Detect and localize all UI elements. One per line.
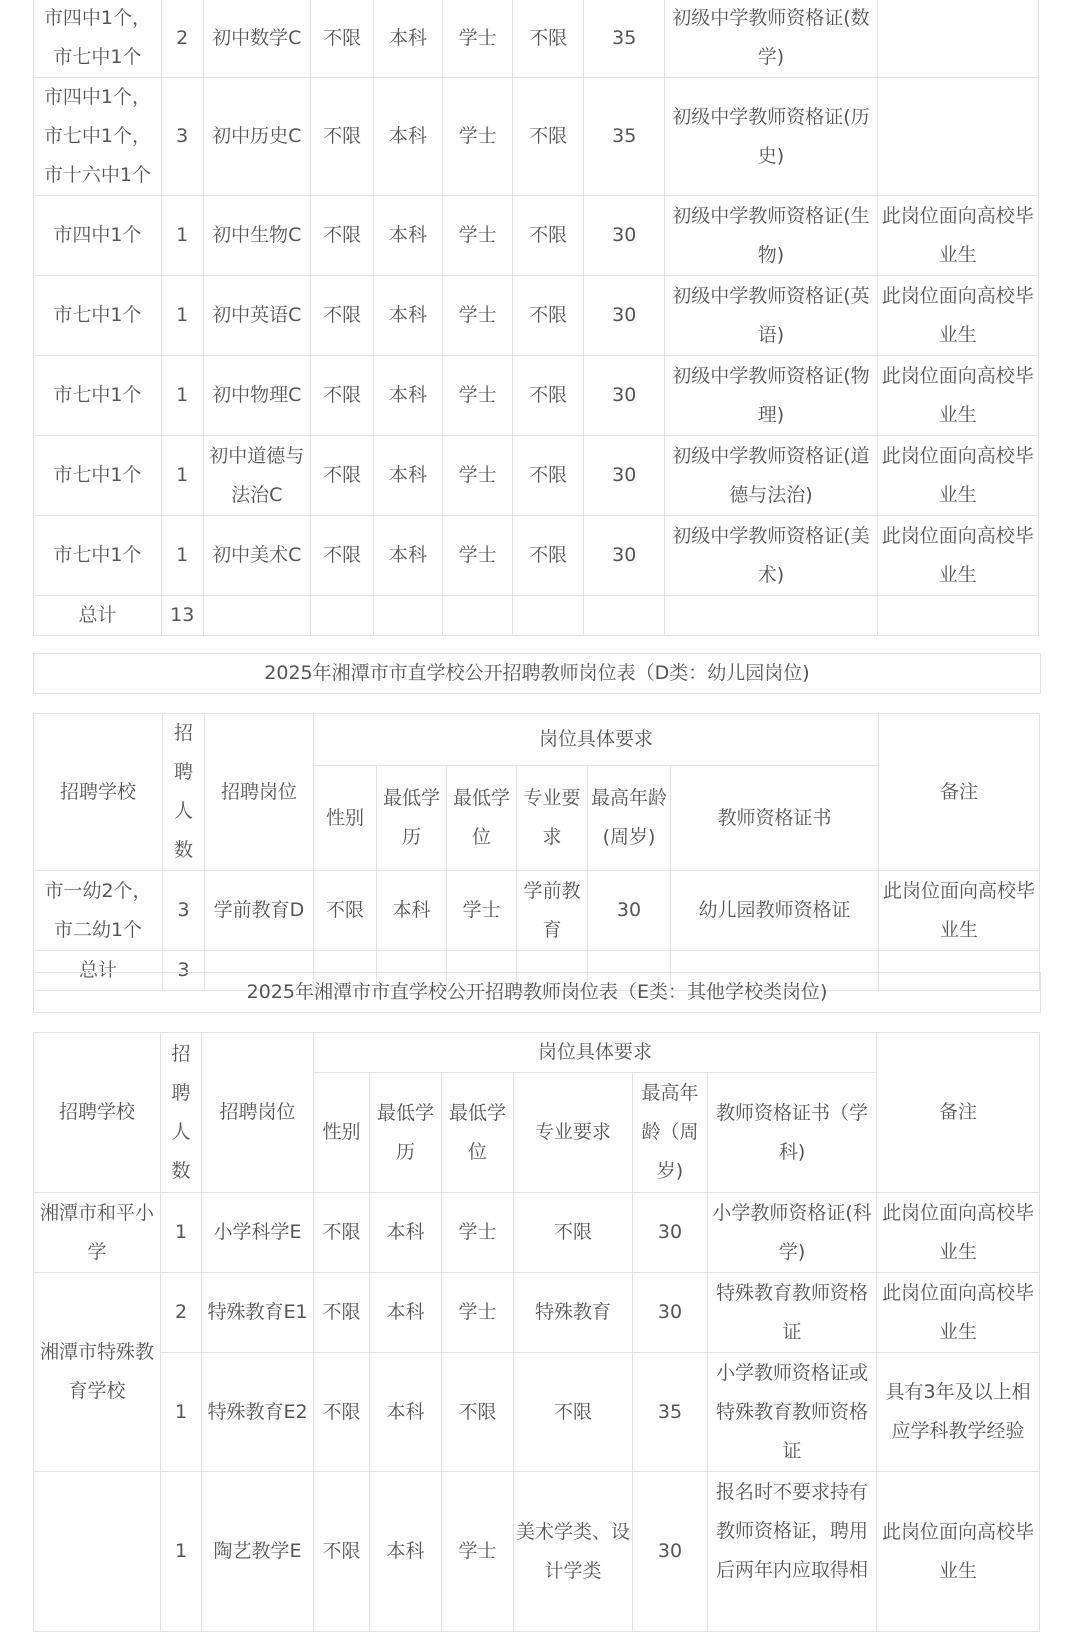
- header-count: 招聘人数: [161, 1033, 202, 1193]
- cell-count: 1: [161, 516, 203, 596]
- cell-post: 小学科学E: [202, 1193, 314, 1273]
- cell-count: 2: [161, 0, 203, 78]
- cell-post: 初中美术C: [203, 516, 311, 596]
- cell-cert: 初级中学教师资格证(历史): [665, 78, 877, 196]
- table-row: [34, 356, 1039, 436]
- table-row: [34, 196, 1039, 276]
- cell-major: 不限: [513, 436, 584, 516]
- cell-count: 1: [161, 1472, 202, 1632]
- cell-degree: 学士: [443, 0, 513, 78]
- cell-school: 市四中1个，市七中1个，市十六中1个: [34, 78, 162, 196]
- header-count: 招聘人数: [163, 714, 205, 871]
- cell-degree: 学士: [443, 516, 513, 596]
- cell-degree: 学士: [442, 1472, 514, 1632]
- cell-gender: 不限: [314, 871, 377, 951]
- cell-count: 3: [161, 78, 203, 196]
- cell-major: 不限: [514, 1193, 633, 1273]
- table-e: [33, 1032, 1040, 1632]
- cell-cert: 初级中学教师资格证(生物): [665, 196, 877, 276]
- cell-edu: 本科: [374, 276, 443, 356]
- header-row: [34, 1033, 1040, 1073]
- cell-degree: 学士: [443, 436, 513, 516]
- cell-note: 此岗位面向高校毕业生: [877, 1273, 1040, 1353]
- cell-age: 30: [584, 436, 665, 516]
- cell-degree: 不限: [442, 1353, 514, 1472]
- cell-note: 此岗位面向高校毕业生: [877, 276, 1039, 356]
- header-cert: 教师资格证书: [671, 766, 879, 871]
- cell-degree: 学士: [442, 1193, 514, 1273]
- total-row: [34, 596, 1039, 636]
- cell-age: 30: [584, 516, 665, 596]
- cell-major: 特殊教育: [514, 1273, 633, 1353]
- header-age: 最高年龄(周岁): [588, 766, 671, 871]
- header-row: [34, 714, 1040, 766]
- cell-cert: 初级中学教师资格证(物理): [665, 356, 877, 436]
- cell-count: 1: [161, 356, 203, 436]
- cell-count: 1: [161, 196, 203, 276]
- cell-age: 30: [584, 276, 665, 356]
- cell-age: 35: [584, 78, 665, 196]
- cell-major: 不限: [514, 1353, 633, 1472]
- cell-major: 不限: [513, 356, 584, 436]
- header-gender: 性别: [314, 766, 377, 871]
- table-e-section: [33, 1032, 1039, 1632]
- cell-school: [34, 1472, 161, 1632]
- cell-edu: 本科: [377, 871, 447, 951]
- header-cert: 教师资格证书（学科): [708, 1073, 877, 1193]
- header-major: 专业要求: [517, 766, 588, 871]
- cell-gender: 不限: [311, 516, 374, 596]
- cell-edu: 本科: [370, 1193, 442, 1273]
- cell-post: 初中物理C: [203, 356, 311, 436]
- cell-cert: 初级中学教师资格证(美术): [665, 516, 877, 596]
- cell-post: 初中道德与法治C: [203, 436, 311, 516]
- header-requirements: 岗位具体要求: [314, 714, 879, 766]
- header-requirements: 岗位具体要求: [314, 1033, 877, 1073]
- table-e-title: 2025年湘潭市市直学校公开招聘教师岗位表（E类：其他学校类岗位): [33, 972, 1041, 1013]
- cell-edu: 本科: [374, 78, 443, 196]
- cell-note: 此岗位面向高校毕业生: [879, 871, 1040, 951]
- header-post: 招聘岗位: [202, 1033, 314, 1193]
- cell-note: [877, 78, 1039, 196]
- cell-note: 此岗位面向高校毕业生: [877, 356, 1039, 436]
- cell-gender: 不限: [311, 276, 374, 356]
- cell-cert: 初级中学教师资格证(数学): [665, 0, 877, 78]
- cell-edu: 本科: [374, 196, 443, 276]
- cell-school: 市七中1个: [34, 356, 162, 436]
- cell-age: 30: [588, 871, 671, 951]
- cell-note: 此岗位面向高校毕业生: [877, 516, 1039, 596]
- cell-school: 湘潭市和平小学: [34, 1193, 161, 1273]
- cell-school: 市七中1个: [34, 276, 162, 356]
- cell-cert: 幼儿园教师资格证: [671, 871, 879, 951]
- cell-edu: 本科: [370, 1273, 442, 1353]
- cell-note: 此岗位面向高校毕业生: [877, 1193, 1040, 1273]
- cell-note: 此岗位面向高校毕业生: [877, 1472, 1040, 1632]
- cell-post: 特殊教育E1: [202, 1273, 314, 1353]
- total-value: 3: [163, 951, 205, 991]
- table-row: [34, 0, 1039, 78]
- cell-school: 湘潭市特殊教育学校: [34, 1273, 161, 1472]
- table-row: [34, 871, 1040, 951]
- table-row: [34, 516, 1039, 596]
- cell-gender: 不限: [311, 196, 374, 276]
- cell-count: 1: [161, 1353, 202, 1472]
- cell-note: 具有3年及以上相应学科教学经验: [877, 1353, 1040, 1472]
- cell-post: 陶艺教学E: [202, 1472, 314, 1632]
- table-row: [34, 436, 1039, 516]
- cell-edu: 本科: [370, 1472, 442, 1632]
- cell-cert: 小学教师资格证或特殊教育教师资格证: [708, 1353, 877, 1472]
- table-d-title: 2025年湘潭市市直学校公开招聘教师岗位表（D类：幼儿园岗位): [33, 653, 1041, 694]
- cell-major: 学前教育: [517, 871, 588, 951]
- cell-degree: 学士: [443, 276, 513, 356]
- cell-edu: 本科: [370, 1353, 442, 1472]
- cell-age: 30: [584, 196, 665, 276]
- cell-major: 美术学类、设计学类: [514, 1472, 633, 1632]
- header-age: 最高年龄（周岁): [633, 1073, 708, 1193]
- cell-post: 学前教育D: [205, 871, 314, 951]
- table-row: [34, 1193, 1040, 1273]
- cell-gender: 不限: [314, 1193, 370, 1273]
- table-d: [33, 713, 1040, 991]
- cell-age: 30: [584, 356, 665, 436]
- header-edu: 最低学历: [370, 1073, 442, 1193]
- cell-gender: 不限: [314, 1273, 370, 1353]
- cell-degree: 学士: [443, 196, 513, 276]
- cell-gender: 不限: [311, 436, 374, 516]
- cell-post: 初中数学C: [203, 0, 311, 78]
- header-degree: 最低学位: [442, 1073, 514, 1193]
- cell-count: 1: [161, 1193, 202, 1273]
- header-edu: 最低学历: [377, 766, 447, 871]
- table-c-section: [33, 0, 1039, 636]
- cell-gender: 不限: [314, 1472, 370, 1632]
- table-row: [34, 276, 1039, 356]
- header-gender: 性别: [314, 1073, 370, 1193]
- table-row: [34, 78, 1039, 196]
- cell-school: 市一幼2个，市二幼1个: [34, 871, 163, 951]
- header-note: 备注: [877, 1033, 1040, 1193]
- cell-major: 不限: [513, 78, 584, 196]
- cell-cert: 初级中学教师资格证(英语): [665, 276, 877, 356]
- cell-major: 不限: [513, 196, 584, 276]
- total-label: 总计: [34, 596, 162, 636]
- table-d-section: [33, 713, 1039, 991]
- cell-gender: 不限: [314, 1353, 370, 1472]
- header-degree: 最低学位: [447, 766, 517, 871]
- cell-edu: 本科: [374, 356, 443, 436]
- cell-gender: 不限: [311, 356, 374, 436]
- cell-edu: 本科: [374, 516, 443, 596]
- cell-major: 不限: [513, 516, 584, 596]
- cell-post: 初中英语C: [203, 276, 311, 356]
- cell-age: 35: [633, 1353, 708, 1472]
- cell-school: 市七中1个: [34, 436, 162, 516]
- header-major: 专业要求: [514, 1073, 633, 1193]
- cell-gender: 不限: [311, 78, 374, 196]
- cell-school: 市四中1个，市七中1个: [34, 0, 162, 78]
- cell-edu: 本科: [374, 0, 443, 78]
- cell-post: 初中历史C: [203, 78, 311, 196]
- cell-age: 30: [633, 1273, 708, 1353]
- cell-note: 此岗位面向高校毕业生: [877, 436, 1039, 516]
- cell-major: 不限: [513, 0, 584, 78]
- cell-major: 不限: [513, 276, 584, 356]
- cell-note: [877, 0, 1039, 78]
- table-c: [33, 0, 1039, 636]
- cell-note: 此岗位面向高校毕业生: [877, 196, 1039, 276]
- cell-count: 1: [161, 276, 203, 356]
- cell-age: 35: [584, 0, 665, 78]
- total-value: 13: [161, 596, 203, 636]
- cell-edu: 本科: [374, 436, 443, 516]
- header-school: 招聘学校: [34, 714, 163, 871]
- header-school: 招聘学校: [34, 1033, 161, 1193]
- header-post: 招聘岗位: [205, 714, 314, 871]
- header-note: 备注: [879, 714, 1040, 871]
- cell-degree: 学士: [443, 78, 513, 196]
- cell-cert: 特殊教育教师资格证: [708, 1273, 877, 1353]
- cell-post: 特殊教育E2: [202, 1353, 314, 1472]
- table-row: [34, 1472, 1040, 1632]
- cell-count: 1: [161, 436, 203, 516]
- cell-degree: 学士: [447, 871, 517, 951]
- table-row: [34, 1273, 1040, 1353]
- cell-count: 2: [161, 1273, 202, 1353]
- cell-cert: 初级中学教师资格证(道德与法治): [665, 436, 877, 516]
- cell-count: 3: [163, 871, 205, 951]
- cell-cert: 报名时不要求持有教师资格证，聘用后两年内应取得相: [708, 1472, 877, 1632]
- cell-degree: 学士: [443, 356, 513, 436]
- total-label: 总计: [34, 951, 163, 991]
- cell-gender: 不限: [311, 0, 374, 78]
- cell-post: 初中生物C: [203, 196, 311, 276]
- cell-school: 市七中1个: [34, 516, 162, 596]
- cell-age: 30: [633, 1193, 708, 1273]
- table-row: [34, 1353, 1040, 1472]
- cell-age: 30: [633, 1472, 708, 1632]
- cell-cert: 小学教师资格证(科学): [708, 1193, 877, 1273]
- cell-school: 市四中1个: [34, 196, 162, 276]
- cell-degree: 学士: [442, 1273, 514, 1353]
